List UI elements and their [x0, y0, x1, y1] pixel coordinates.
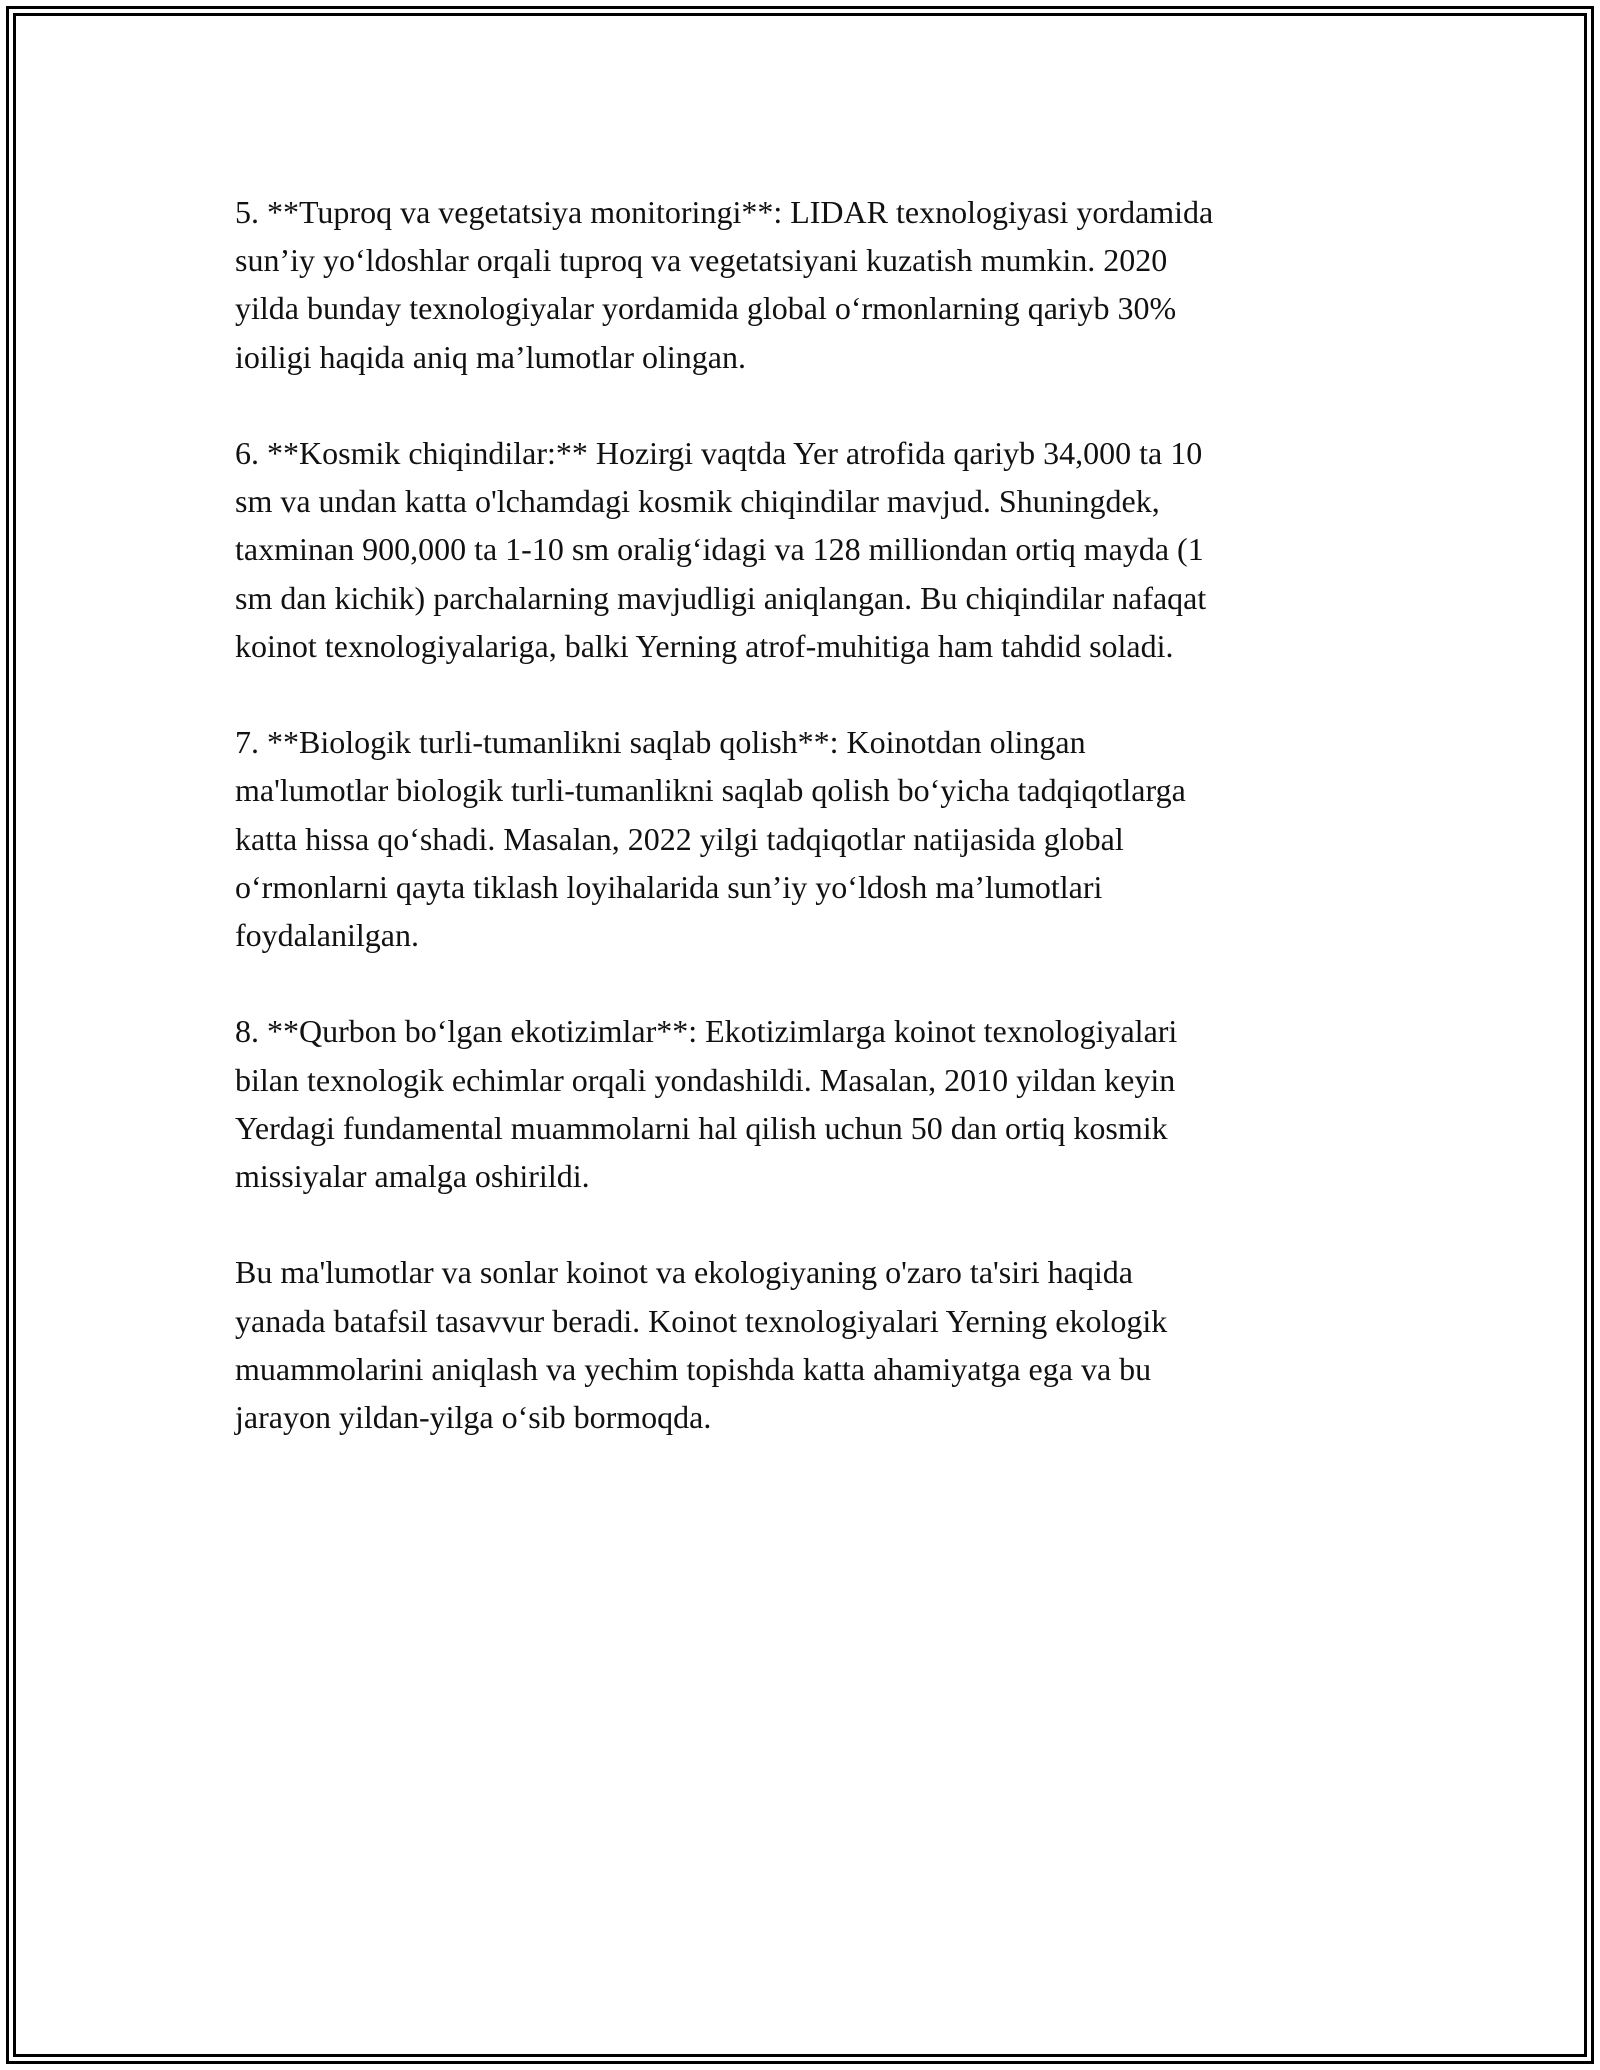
text-line: foydalanilgan.	[235, 917, 419, 954]
text-line: missiyalar amalga oshirildi.	[235, 1158, 590, 1195]
paragraph-conclusion	[235, 1248, 1375, 1441]
paragraph-5-soil-vegetation-monitoring	[235, 188, 1375, 381]
text-line: o‘rmonlarni qayta tiklash loyihalarida sun’iy yo‘ldosh ma’lumotlari	[235, 868, 1103, 905]
text-line: koinot texnologiyalariga, balki Yerning atrof-muhitiga ham tahdid soladi.	[235, 627, 1174, 664]
text-line: Yerdagi fundamental muammolarni hal qilish uchun 50 dan ortiq kosmik	[235, 1109, 1168, 1146]
text-line: sm dan kichik) parchalarning mavjudligi aniqlangan. Bu chiqindilar nafaqat	[235, 579, 1207, 616]
text-line: 7. **Biologik turli-tumanlikni saqlab qolish**: Koinotdan olingan	[235, 724, 1086, 761]
text-line: bilan texnologik echimlar orqali yondashildi. Masalan, 2010 yildan keyin	[235, 1061, 1176, 1098]
text-line: sm va undan katta o'lchamdagi kosmik chiqindilar mavjud. Shuningdek,	[235, 483, 1160, 520]
text-line: taxminan 900,000 ta 1-10 sm oralig‘idagi va 128 milliondan ortiq mayda (1	[235, 531, 1204, 568]
text-line: yilda bunday texnologiyalar yordamida global o‘rmonlarning qariyb 30%	[235, 290, 1177, 327]
text-line: jarayon yildan-yilga o‘sib bormoqda.	[235, 1399, 712, 1436]
paragraph-8-ecosystems	[235, 1007, 1375, 1200]
text-line: 5. **Tuproq va vegetatsiya monitoringi**: LIDAR texnologiyasi yordamida	[235, 194, 1214, 230]
paragraph-6-space-debris	[235, 429, 1375, 670]
document-body	[235, 188, 1375, 1489]
text-line: 8. **Qurbon bo‘lgan ekotizimlar**: Ekotizimlarga koinot texnologiyalari	[235, 1013, 1178, 1050]
text-line: ioiligi haqida aniq ma’lumotlar olingan.	[235, 338, 746, 375]
text-line: yanada batafsil tasavvur beradi. Koinot texnologiyalari Yerning ekologik	[235, 1302, 1168, 1339]
text-line: muammolarini aniqlash va yechim topishda katta ahamiyatga ega va bu	[235, 1350, 1152, 1387]
text-line: katta hissa qo‘shadi. Masalan, 2022 yilgi tadqiqotlar natijasida global	[235, 820, 1124, 857]
text-line: ma'lumotlar biologik turli-tumanlikni saqlab qolish bo‘yicha tadqiqotlarga	[235, 772, 1186, 809]
paragraph-7-biodiversity	[235, 718, 1375, 959]
text-line: Bu ma'lumotlar va sonlar koinot va ekologiyaning o'zaro ta'siri haqida	[235, 1254, 1133, 1291]
text-line: sun’iy yo‘ldoshlar orqali tuproq va vegetatsiyani kuzatish mumkin. 2020	[235, 242, 1168, 279]
text-line: 6. **Kosmik chiqindilar:** Hozirgi vaqtda Yer atrofida qariyb 34,000 ta 10	[235, 435, 1203, 471]
